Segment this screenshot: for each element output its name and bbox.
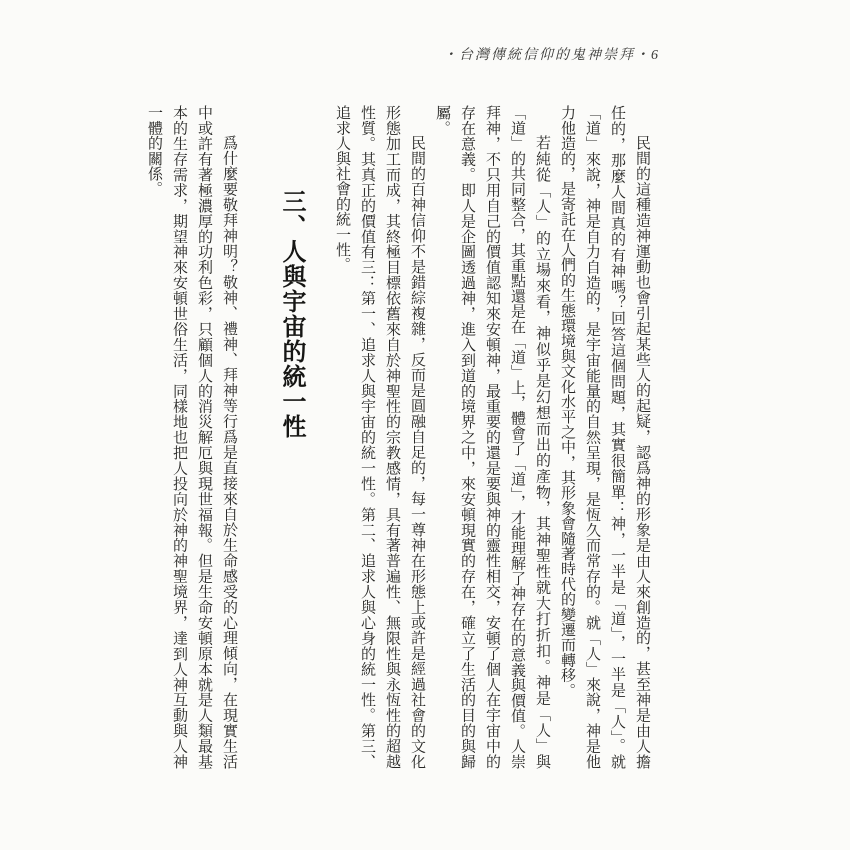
paragraph-human-and-dao: 若純從「人」的立場來看，神似乎是幻想而出的產物，其神聖性就大打折扣。神是「人」與「道」的共同整合，其重點還是在「道」上，體會了「道」，才能理解了神存在的意義與價值。人崇拜神，不只用自己的價值認知來安頓神，最重要的還是要與神的靈性相交，安頓了個人在宇宙中的存在意義。即人是企圖透過神，進入到道的境界之中，來安頓現實的存在，確立了生活的目的與歸屬。 [434,105,550,769]
paragraph-three-values: 民間的百神信仰不是錯綜複雜，反而是圓融自足的，每一尊神在形態上或許是經過社會的文化形態加工而成，其終極目標依舊來自於神聖性的宗教感情，具有著普遍性、無限性與永恆性的超越性質。其真正的價值有三：第一、追求人與宇宙的統一性。第二、追求人與心身的統一性。第三、追求人與社會的統一性。 [334,105,425,769]
running-header [443,44,660,64]
paragraph-creation-of-gods: 民間的這種造神運動也會引起某些人的起疑，認爲神的形象是由人來創造的，甚至神是由人擔任的，那麼人間真的有神嗎？回答這個問題，其實很簡單：神，一半是「道」，一半是「人」。就「道」來說，神是自力自造的，是宇宙能量的自然呈現，是恆久而常存的。就「人」來說，神是他力他造的，是寄託在人們的生態環境與文化水平之中，其形象會隨著時代的變遷而轉移。 [559,105,650,769]
running-header-text: ・台灣傳統信仰的鬼神崇拜・6 [443,48,660,63]
section-heading: 三、人與宇宙的統一性 [278,189,305,439]
paragraph-why-worship: 爲什麼要敬拜神明？敬神、禮神、拜神等行爲是直接來自於生命感受的心理傾向，在現實生活中或許有著極濃厚的功利色彩，只顧個人的消災解厄與現世福報。但是生命安頓原本就是人類最基本的生存需求，期望神來安頓世俗生活，同樣地也把人投向於神的神聖境界，達到人神互動與人神一體的關係。 [146,105,237,769]
article-body [141,105,654,769]
